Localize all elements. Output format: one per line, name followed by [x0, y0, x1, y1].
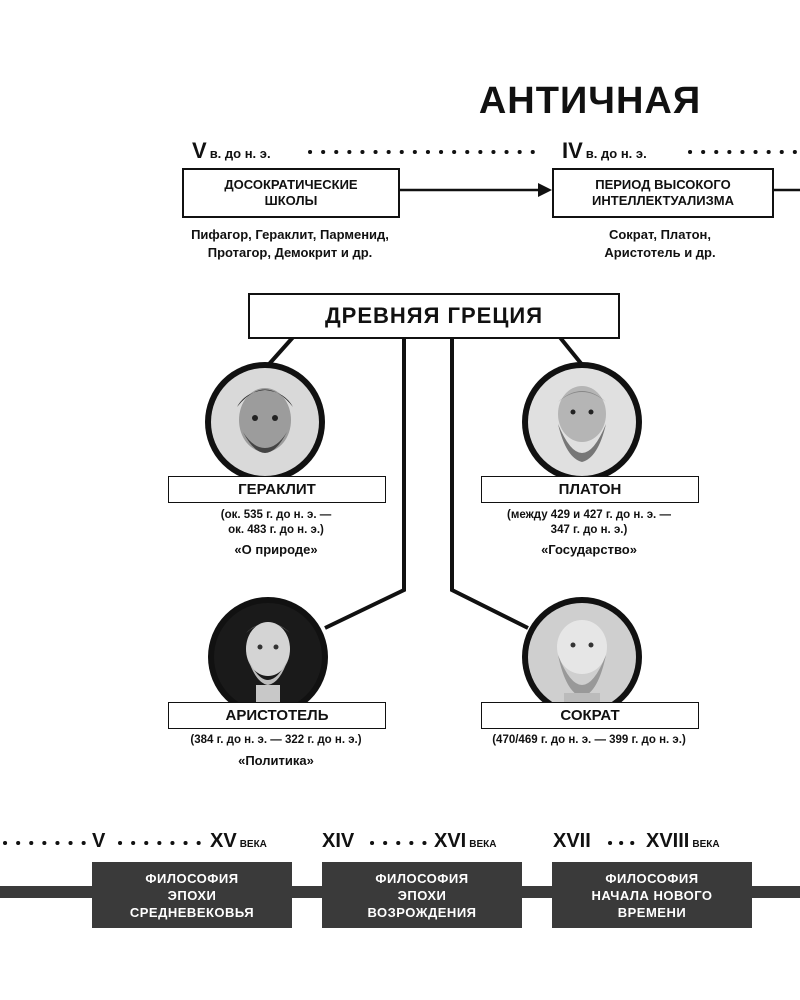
dates-line1: (ок. 535 г. до н. э. —: [220, 509, 332, 521]
aristotle-portrait-icon: [208, 597, 328, 717]
name-box-plato: ПЛАТОН: [481, 476, 699, 503]
era-label-xvi: [434, 830, 496, 853]
period-box-high-intellectualism: [552, 168, 774, 218]
work-aristotle: «Политика»: [238, 753, 314, 768]
name-box-heraclitus: ГЕРАКЛИТ: [168, 476, 386, 503]
period-line3: СРЕДНЕВЕКОВЬЯ: [129, 904, 255, 920]
dates-plato: [459, 508, 719, 538]
era-suffix: ВЕКА: [239, 839, 267, 850]
era-roman: IV: [562, 138, 583, 163]
era-label-xiv: [322, 830, 354, 853]
period-line2: ЭПОХИ: [167, 887, 217, 903]
period-line2: НАЧАЛА НОВОГО: [591, 887, 713, 903]
era-label-v-xv-end: [210, 830, 267, 853]
period-box-renaissance: [322, 862, 522, 928]
era-from: XIV: [322, 830, 355, 852]
dates-heraclitus: [146, 508, 406, 538]
era-to: XVI: [434, 830, 467, 852]
era-label-xvii: [553, 830, 591, 853]
era-to: XV: [210, 830, 237, 852]
period-line1: ФИЛОСОФИЯ: [375, 870, 469, 886]
heraclitus-portrait-icon: [205, 362, 325, 482]
era-to: XVIII: [646, 830, 690, 852]
names-line1: Сократ, Платон,: [608, 227, 712, 242]
era-suffix: в. до н. э.: [209, 146, 271, 161]
period-line3: ВОЗРОЖДЕНИЯ: [367, 904, 477, 920]
period-box-modern: [552, 862, 752, 928]
era-label-v-bc: [192, 138, 271, 164]
period-label-line1: ПЕРИОД ВЫСОКОГО: [595, 177, 731, 192]
socrates-portrait-icon: [522, 597, 642, 717]
period-line2: ЭПОХИ: [397, 887, 447, 903]
dates-socrates: [444, 733, 734, 748]
period-label-line1: ДОСОКРАТИЧЕСКИЕ: [224, 177, 358, 192]
name-box-socrates: СОКРАТ: [481, 702, 699, 729]
page-title: АНТИЧНАЯ: [478, 80, 702, 122]
ancient-greece-box: ДРЕВНЯЯ ГРЕЦИЯ: [248, 293, 620, 339]
names-line2: Аристотель и др.: [604, 245, 716, 260]
dates-line1: (470/469 г. до н. э. — 399 г. до н. э.): [492, 734, 686, 746]
names-line1: Пифагор, Гераклит, Парменид,: [191, 227, 389, 242]
period-box-medieval: [92, 862, 292, 928]
era-roman: V: [192, 138, 207, 163]
dates-line1: (384 г. до н. э. — 322 г. до н. э.): [190, 734, 362, 746]
period-box-presocratic: [182, 168, 400, 218]
names-line2: Протагор, Демокрит и др.: [207, 245, 373, 260]
period-line3: ВРЕМЕНИ: [617, 904, 687, 920]
high-intellectualism-names: [540, 226, 780, 262]
period-label-line2: ШКОЛЫ: [264, 193, 318, 208]
era-suffix: ВЕКА: [692, 839, 720, 850]
work-heraclitus: «О природе»: [234, 542, 318, 557]
dates-aristotle: [136, 733, 416, 748]
dates-line2: 347 г. до н. э.): [550, 524, 628, 536]
dates-line2: ок. 483 г. до н. э.): [228, 524, 324, 536]
period-label-line2: ИНТЕЛЛЕКТУАЛИЗМА: [592, 193, 734, 208]
name-box-aristotle: АРИСТОТЕЛЬ: [168, 702, 386, 729]
period-arrow-head: [538, 183, 552, 197]
era-suffix: ВЕКА: [469, 839, 497, 850]
period-line1: ФИЛОСОФИЯ: [605, 870, 699, 886]
era-label-xviii: [646, 830, 720, 853]
dates-line1: (между 429 и 427 г. до н. э. —: [507, 509, 671, 521]
work-plato: «Государство»: [541, 542, 637, 557]
presocratic-names: [140, 226, 440, 262]
era-from: XVII: [553, 830, 591, 852]
period-line1: ФИЛОСОФИЯ: [145, 870, 239, 886]
plato-portrait-icon: [522, 362, 642, 482]
era-label-iv-bc: [562, 138, 647, 164]
era-label-v-xv: [92, 830, 105, 853]
era-from: V: [92, 830, 106, 852]
era-suffix: в. до н. э.: [585, 146, 647, 161]
